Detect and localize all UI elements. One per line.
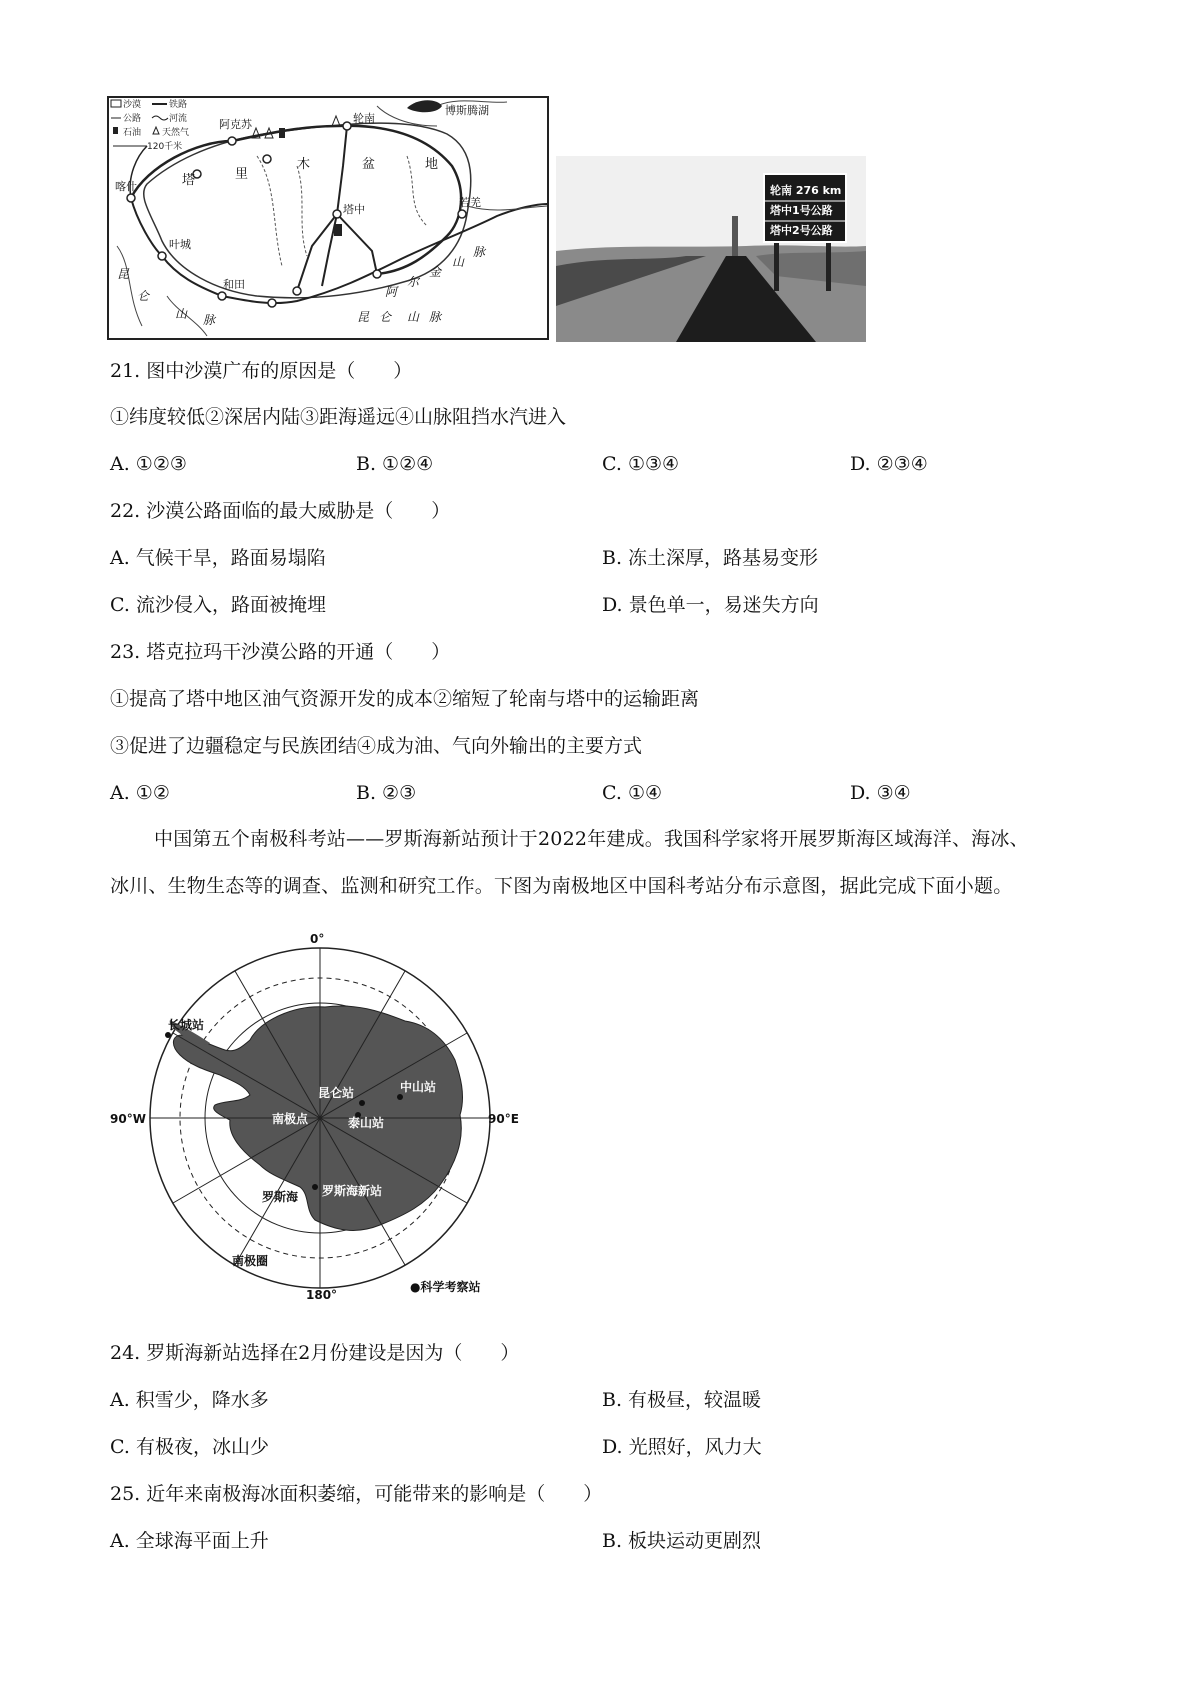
svg-text:仑: 仑 (137, 289, 150, 303)
sign-tazhong1: 塔中1号公路 (770, 204, 833, 217)
q21-option-a[interactable]: A. ①②③ (110, 453, 187, 475)
q24-stem: 24. 罗斯海新站选择在2月份建设是因为（ ） (110, 1342, 520, 1364)
q22-stem: 22. 沙漠公路面临的最大威胁是（ ） (110, 500, 451, 522)
svg-text:里: 里 (235, 167, 249, 182)
city-kashgar: 喀什 (115, 180, 137, 193)
svg-text:阿: 阿 (385, 285, 398, 299)
city-yecheng: 叶城 (169, 238, 191, 251)
q23-stem: 23. 塔克拉玛干沙漠公路的开通（ ） (110, 641, 451, 663)
q25-stem: 25. 近年来南极海冰面积萎缩，可能带来的影响是（ ） (110, 1483, 603, 1505)
svg-text:脉: 脉 (473, 245, 486, 259)
label-kunlun: 昆仑站 (318, 1086, 355, 1100)
intro-line-2: 冰川、生物生态等的调查、监测和研究工作。下图为南极地区中国科考站分布示意图，据此完成下面小题。 (110, 875, 1013, 897)
intro-line-1: 中国第五个南极科考站——罗斯海新站预计于2022年建成。我国科学家将开展罗斯海区域海洋、海冰、 (154, 828, 1029, 850)
lon-180: 180° (306, 1288, 338, 1300)
label-antarctic-circle: 南极圈 (232, 1254, 269, 1268)
svg-text:山: 山 (175, 307, 188, 321)
legend-scale: 120千米 (147, 142, 183, 152)
q24-option-a[interactable]: A. 积雪少，降水多 (110, 1389, 269, 1411)
lon-90w: 90°W (110, 1112, 146, 1126)
label-changcheng: 长城站 (168, 1018, 205, 1032)
legend-oil: 石油 (123, 128, 142, 138)
legend-desert: 沙漠 (123, 100, 142, 110)
q25-option-b[interactable]: B. 板块运动更剧烈 (602, 1530, 762, 1552)
label-luosihai-new: 罗斯海新站 (322, 1184, 383, 1198)
sign-tazhong2: 塔中2号公路 (770, 224, 833, 237)
svg-text:金: 金 (429, 265, 442, 279)
antarctica-map (110, 925, 530, 1300)
svg-text:木: 木 (297, 157, 311, 172)
svg-text:盆: 盆 (362, 157, 376, 172)
map2-legend: ●科学考察站 (410, 1280, 481, 1294)
legend-gas: 天然气 (162, 128, 190, 138)
q24-option-d[interactable]: D. 光照好，风力大 (602, 1436, 762, 1458)
svg-text:山: 山 (407, 310, 420, 324)
svg-text:尔: 尔 (407, 275, 420, 289)
label-zhongshan: 中山站 (400, 1080, 437, 1094)
svg-text:昆: 昆 (117, 267, 130, 281)
q22-option-b[interactable]: B. 冻土深厚，路基易变形 (602, 547, 819, 569)
q23-option-c[interactable]: C. ①④ (602, 782, 663, 804)
city-hotan: 和田 (223, 278, 245, 291)
q21-items: ①纬度较低②深居内陆③距海遥远④山脉阻挡水汽进入 (110, 406, 567, 428)
q23-item-1: ①提高了塔中地区油气资源开发的成本②缩短了轮南与塔中的运输距离 (110, 688, 700, 710)
q25-option-a[interactable]: A. 全球海平面上升 (110, 1530, 269, 1552)
q23-option-d[interactable]: D. ③④ (850, 782, 911, 804)
svg-text:山: 山 (452, 255, 465, 269)
legend-highway: 公路 (123, 114, 142, 124)
q21-option-d[interactable]: D. ②③④ (850, 453, 928, 475)
legend-railway: 铁路 (169, 100, 188, 110)
lon-90e: 90°E (488, 1112, 519, 1126)
q22-option-a[interactable]: A. 气候干旱，路面易塌陷 (110, 547, 326, 569)
svg-text:脉: 脉 (203, 313, 216, 327)
desert-highway-photo (556, 156, 866, 342)
label-taishan: 泰山站 (348, 1116, 385, 1130)
svg-text:昆: 昆 (357, 310, 370, 324)
lon-0: 0° (310, 932, 325, 946)
svg-text:脉: 脉 (429, 310, 442, 324)
q22-option-c[interactable]: C. 流沙侵入，路面被掩埋 (110, 594, 326, 616)
q21-stem: 21. 图中沙漠广布的原因是（ ） (110, 360, 413, 382)
q23-item-2: ③促进了边疆稳定与民族团结④成为油、气向外输出的主要方式 (110, 735, 643, 757)
svg-text:仑: 仑 (379, 310, 392, 324)
lake-bosten: 博斯腾湖 (445, 104, 489, 117)
sign-lunnan: 轮南 276 km (770, 184, 842, 197)
svg-text:地: 地 (425, 157, 439, 172)
q24-option-b[interactable]: B. 有极昼，较温暖 (602, 1389, 762, 1411)
q23-option-a[interactable]: A. ①② (110, 782, 170, 804)
q24-option-c[interactable]: C. 有极夜，冰山少 (110, 1436, 269, 1458)
q22-option-d[interactable]: D. 景色单一，易迷失方向 (602, 594, 819, 616)
city-aksu: 阿克苏 (219, 118, 252, 131)
q21-option-c[interactable]: C. ①③④ (602, 453, 680, 475)
tarim-basin-map (107, 96, 549, 340)
city-lunnan: 轮南 (353, 112, 375, 125)
q21-option-b[interactable]: B. ①②④ (356, 453, 434, 475)
label-luosihai: 罗斯海 (262, 1190, 299, 1204)
city-ruoqiang: 若羌 (459, 196, 481, 209)
q23-option-b[interactable]: B. ②③ (356, 782, 417, 804)
city-tazhong: 塔中 (343, 203, 365, 216)
svg-text:塔: 塔 (182, 173, 196, 188)
legend-river: 河流 (169, 114, 188, 124)
label-nanjidian: 南极点 (272, 1112, 309, 1126)
